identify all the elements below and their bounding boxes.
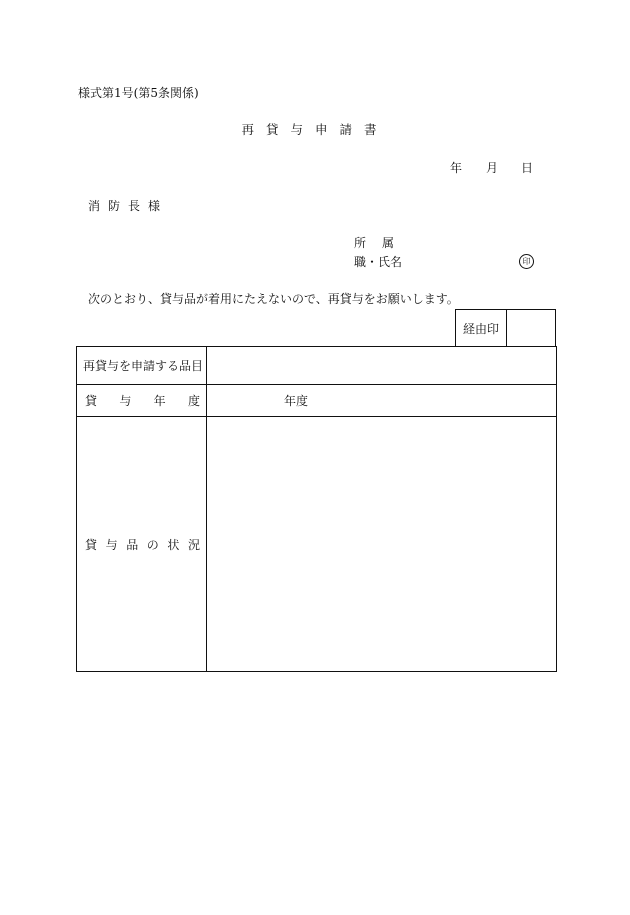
- affiliation-label: 所属: [354, 236, 411, 250]
- year-label-char: 与: [119, 394, 132, 408]
- table-row-condition: [77, 417, 556, 671]
- approval-stamp-field[interactable]: [507, 310, 555, 346]
- condition-label-char: の: [146, 537, 159, 552]
- year-field[interactable]: 年度: [284, 394, 309, 408]
- page-title: 再貸与申請書: [241, 122, 389, 137]
- condition-label: [77, 417, 207, 671]
- approval-stamp-box: [455, 309, 556, 346]
- condition-label-char: 状: [167, 537, 180, 552]
- table-row-items: [77, 347, 556, 385]
- year-label: [77, 385, 207, 416]
- seal-icon: 印: [519, 254, 534, 269]
- date-day-label: 日: [521, 161, 534, 175]
- approval-stamp-label: 経由印: [456, 310, 507, 346]
- table-row-year: [77, 385, 556, 417]
- date-year-label: 年: [450, 161, 463, 175]
- form-number: 様式第1号(第5条関係): [78, 86, 199, 100]
- name-label: 職・氏名: [354, 255, 403, 269]
- year-label-char: 年: [153, 394, 166, 408]
- condition-field[interactable]: [208, 417, 556, 671]
- application-table: [76, 346, 557, 672]
- statement-text: 次のとおり、貸与品が着用にたえないので、再貸与をお願いします。: [88, 292, 459, 306]
- condition-label-char: 貸: [85, 537, 98, 552]
- condition-label-char: 与: [105, 537, 118, 552]
- items-field[interactable]: [208, 347, 556, 384]
- condition-label-char: 況: [187, 537, 200, 552]
- items-label: 再貸与を申請する品目: [77, 347, 207, 384]
- condition-label-char: 品: [126, 537, 139, 552]
- addressee: 消防長様: [88, 199, 169, 213]
- year-label-char: 貸: [85, 394, 98, 408]
- date-month-label: 月: [486, 161, 499, 175]
- year-label-char: 度: [187, 394, 200, 408]
